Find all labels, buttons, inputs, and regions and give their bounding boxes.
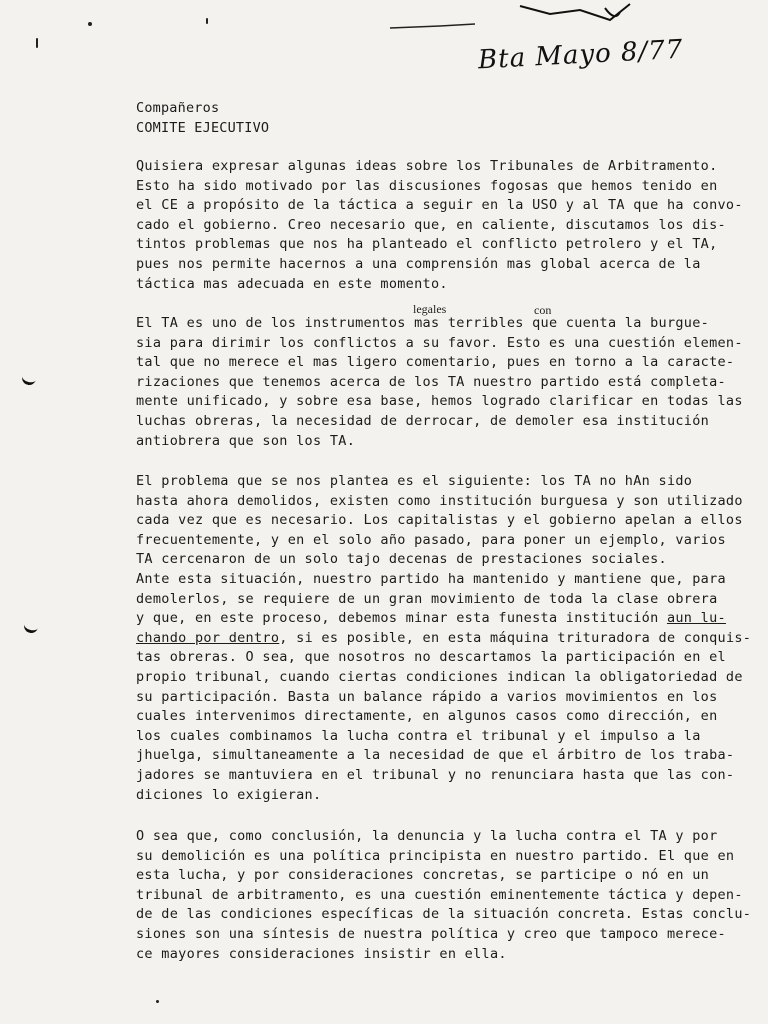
text-line: cuales intervenimos directamente, en algunos casos como dirección, en — [136, 708, 718, 725]
text-line: el CE a propósito de la táctica a seguir en la USO y al TA que ha convo- — [136, 197, 743, 214]
text-line: El problema que se nos plantea es el siguiente: los TA no hAn sido — [136, 473, 693, 489]
salutation-line: COMITE EJECUTIVO — [136, 120, 270, 136]
text-line-underlined — [136, 609, 736, 629]
paragraph — [136, 314, 743, 451]
text-line: luchas obreras, la necesidad de derrocar, de demoler esa institución — [136, 412, 710, 429]
text-line: cada vez que es necesario. Los capitalistas y el gobierno apelan a ellos — [136, 512, 743, 529]
underlined-text: aun lu- — [666, 610, 726, 627]
paragraph — [136, 157, 743, 294]
text-line: Esto ha sido motivado por las discusiones fogosas que hemos tenido en — [136, 177, 718, 194]
text-line: jhuelga, simultaneamente a la necesidad de que el árbitro de los traba- — [136, 747, 735, 764]
text-line: Ante esta situación, nuestro partido ha mantenido y mantiene que, para — [136, 570, 726, 587]
text-line: antiobrera que son los TA. — [136, 432, 356, 449]
margin-punch-mark — [23, 618, 40, 634]
text-rest: , si es posible, en esta máquina trituradora de conquis- — [279, 629, 752, 646]
ink-speck — [88, 22, 92, 26]
text-line: siones son una síntesis de nuestra política y creo que tampoco merece- — [136, 925, 726, 942]
text-line: pues nos permite hacernos a una comprensión mas global acerca de la — [136, 255, 701, 272]
text-line: cado el gobierno. Creo necesario que, en caliente, discutamos los dis- — [136, 216, 726, 233]
text-line: mente unificado, y sobre esa base, hemos logrado clarificar en todas las — [136, 393, 743, 410]
text-line: tal que no merece el mas ligero comentario, pues en torno a la caracte- — [136, 354, 735, 371]
text-line-underlined — [136, 629, 752, 649]
paragraph — [136, 827, 752, 964]
underlined-prefix: y que, en este proceso, debemos minar esta funesta institución — [136, 610, 667, 627]
text-line: los cuales combinamos la lucha contra el tribunal y el impulso a la — [136, 727, 701, 744]
text-line: de de las condiciones específicas de la situación concreta. Estas conclu- — [136, 906, 752, 923]
text-line: sia para dirimir los conflictos a su favor. Esto es una cuestión elemen- — [136, 334, 743, 351]
text-line: propio tribunal, cuando ciertas condiciones indican la obligatoriedad de — [136, 668, 743, 685]
margin-punch-mark — [21, 370, 38, 386]
paragraph — [136, 472, 752, 805]
ink-speck — [206, 18, 208, 24]
text-line: tintos problemas que nos ha planteado el conflicto petrolero y el TA, — [136, 236, 718, 253]
text-line: jadores se mantuviera en el tribunal y no renunciara hasta que las con- — [136, 766, 735, 783]
ink-scribble — [380, 0, 680, 40]
ink-speck — [36, 38, 38, 48]
text-line: diciones lo exigieran. — [136, 786, 322, 803]
interlinear-correction: legales — [413, 302, 447, 316]
text-line: TA cercenaron de un solo tajo decenas de prestaciones sociales. — [136, 551, 667, 568]
ink-speck — [156, 1000, 159, 1003]
interlinear-correction: con — [534, 303, 552, 317]
text-line: tas obreras. O sea, que nosotros no descartamos la participación en el — [136, 649, 726, 666]
text-line: demolerlos, se requiere de un gran movimiento de toda la clase obrera — [136, 590, 718, 607]
text-line: frecuentemente, y en el solo año pasado, para poner un ejemplo, varios — [136, 531, 726, 548]
handwritten-date-note: Bta Mayo 8/77 — [477, 34, 685, 76]
text-line: hasta ahora demolidos, existen como institución burguesa y son utilizado — [136, 492, 743, 509]
salutation-line: Compañeros — [136, 100, 220, 116]
text-line: El TA es uno de los instrumentos mas terribles que cuenta la burgue- — [136, 315, 710, 331]
text-line: su demolición es una política principista en nuestro partido. El que en — [136, 847, 735, 864]
text-line: tribunal de arbitramento, es una cuestión eminentemente táctica y depen- — [136, 886, 743, 903]
text-line: táctica mas adecuada en este momento. — [136, 275, 448, 292]
salutation — [136, 98, 269, 138]
text-line: O sea que, como conclusión, la denuncia y la lucha contra el TA y por — [136, 828, 718, 844]
text-line: rizaciones que tenemos acerca de los TA nuestro partido está completa- — [136, 373, 726, 390]
text-line: ce mayores consideraciones insistir en ella. — [136, 945, 507, 962]
text-line: su participación. Basta un balance rápido a varios movimientos en los — [136, 688, 718, 705]
text-line: Quisiera expresar algunas ideas sobre los Tribunales de Arbitramento. — [136, 158, 718, 174]
text-line: esta lucha, y por consideraciones concretas, se participe o nó en un — [136, 867, 710, 884]
underlined-text: chando por dentro — [136, 629, 280, 646]
